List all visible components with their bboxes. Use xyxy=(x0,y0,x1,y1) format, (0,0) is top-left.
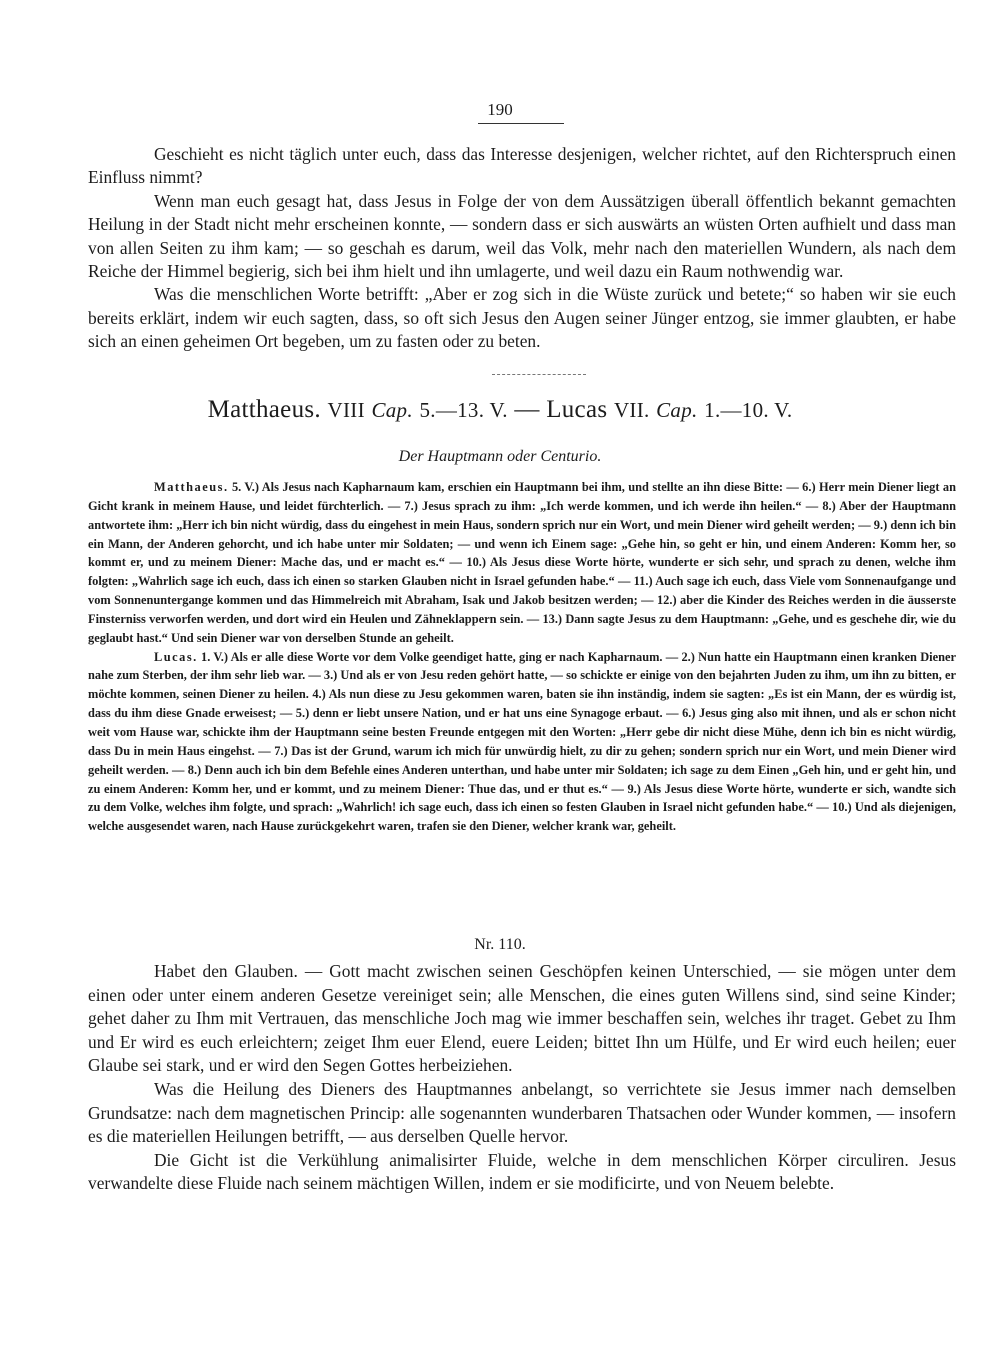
number-label: Nr. 110. xyxy=(474,936,526,953)
commentary-paragraph: Die Gicht ist die Verkühlung animalisirter Fluide, welche in dem menschlichen Körper circuliren. Jesus verwandelte diese Fluide nach seinem mächtigen Willen, indem er sie modificirte, und von Neuem belebte. xyxy=(88,1149,956,1194)
intro-paragraph: Wenn man euch gesagt hat, dass Jesus in Folge der von dem Aussätzigen überall öffentlich bekannt gemachten Heilung in der Stadt nicht mehr erscheinen konnte, — sondern dass er sich auswärts an wüsten Orten aufhielt und dass man von allen Seiten zu ihm kam; — so geschah es darum, weil das Volk, mehr nach den materiellen Wundern, als nach dem Reiche der Himmel begierig, sich bei ihm hielt und ihn umlagerte, und weil dazu ein Raum nothwendig war. xyxy=(88,190,956,282)
section-separator xyxy=(492,374,586,375)
intro-paragraph: Was die menschlichen Worte betrifft: „Aber er zog sich in die Wüste zurück und betete;“ so haben wir sie euch bereits erklärt, indem wir euch sagten, dass, so oft sich Jesus den Augen seiner Jünger entzog, sie immer glaubten, er habe sich an einen geheimen Ort begeben, um zu fasten oder zu beten. xyxy=(88,284,956,352)
commentary-text xyxy=(88,960,956,1196)
heading-lucas-chapter: VII. xyxy=(613,398,650,422)
scripture-matthaeus-text: 5. V.) Als Jesus nach Kapharnaum kam, erschien ein Hauptmann bei ihm, und stellte an ihn diese Bitte: — 6.) Herr mein Diener liegt an Gicht krank in meinem Hause, und leidet fürchterlich. — 7.) Jesus sprach zu ihm: „Ich werde kommen, und ich werde ihn heilen.“ — 8.) Aber der Hauptmann antwortete ihm: „Herr ich bin nicht würdig, dass du eingehest in mein Haus, sondern sprich nur ein Wort, und mein Diener wird geheilt werden; — 9.) denn ich bin ein Mann, der Anderen gehorcht, und ich habe unter mir Soldaten; — und wenn ich Einem sage: „Gehe hin, so geht er hin, und einem Anderen: Komm her, so kommt er, und zu meinem Diener: Mache das, und er macht es.“ — 10.) Als Jesus diese Worte hörte, wunderte er sich sehr, und sprach zu denen, welche ihm folgten: „Wahrlich sage ich euch, dass ich einen so starken Glauben nicht in Israel gefunden habe.“ — 11.) Auch sage ich euch, dass Viele vom Sonnenaufgange und vom Sonnenuntergange kommen und das Himmelreich mit Abraham, Isak und Jakob besitzen werden; — 12.) aber die Kinder des Reiches werden in die äusserste Finsterniss verworfen werden, und dort wird ein Heulen und Zähneklappern sein. — 13.) Dann sagte Jesus zu dem Hauptmann: „Gehe, und es geschehe dir, wie du geglaubt hast.“ Und sein Diener war von derselben Stunde an geheilt. xyxy=(88,480,956,645)
heading-range-2: 1.—10. V. xyxy=(704,398,793,422)
commentary-paragraph: Was die Heilung des Dieners des Hauptmannes anbelangt, so verrichtete sie Jesus immer nach demselben Grundsatze: nach dem magnetischen Princip: alle sogenannten wunderbaren Thatsachen oder Wunder kommen, — insofern es die materiellen Heilungen betrifft, — aus derselben Quelle hervor. xyxy=(88,1078,956,1147)
heading-matthaeus-chapter: VIII xyxy=(327,398,365,422)
heading-matthaeus: Matthaeus. xyxy=(207,396,321,423)
heading-dash: — xyxy=(514,396,540,423)
heading-cap-2: Cap. xyxy=(656,398,698,422)
intro-paragraph: Geschieht es nicht täglich unter euch, dass das Interesse desjenigen, welcher richtet, auf den Richterspruch einen Einfluss nimmt? xyxy=(88,144,956,188)
section-subheading: Der Hauptmann oder Centurio. xyxy=(398,448,602,465)
scripture-text xyxy=(88,478,956,836)
heading-range-1: 5.—13. V. xyxy=(419,398,508,422)
scripture-lucas xyxy=(88,648,956,836)
page-number: 190 xyxy=(487,100,513,119)
scripture-matthaeus xyxy=(88,478,956,648)
scripture-lucas-text: 1. V.) Als er alle diese Worte vor dem Volke geendiget hatte, ging er nach Kapharnaum. — 2.) Nun hatte ein Hauptmann einen kranken Diener nahe zum Sterben, der ihm sehr lieb war. — 3.) Und als er von Jesu reden gehört hatte, — so schickte er einige von den bejahrten Juden zu ihm, um ihn zu bitten, er möchte kommen, seinen Diener zu heilen. 4.) Als nun diese zu Jesu gekommen waren, baten sie ihn inständig, indem sie sagten: „Es ist ein Mann, der es würdig ist, dass du ihm diese Gnade erweisest; — 5.) denn er liebt unsere Nation, und er hat uns eine Synagoge erbaut. — 6.) Jesus ging also mit ihnen, und als er schon nicht weit vom Hause war, schickte ihm der Hauptmann seine besten Freunde entgegen mit den Worten: „Herr gebe dir nicht diese Mühe, denn ich bin es nicht würdig, dass Du in mein Haus eingehst. — 7.) Das ist der Grund, warum ich mich für unwürdig hielt, zu dir zu gehen; sondern sprich nur ein Wort, und mein Diener wird geheilt werden. — 8.) Denn auch ich bin dem Befehle eines Anderen unterthan, und habe unter mir Soldaten; ich sage zu dem Einen „Geh hin, und er geht hin, und zu einem Anderen: Komm her, und er kommt, und zu meinem Diener: Thue das, und er thut es.“ — 9.) Als Jesus diese Worte hörte, wunderte er sich, wandte sich zu dem Volke, welches ihm folgte, und sprach: „Wahrlich! ich sage euch, dass ich einen so festen Glauben in Israel nicht gefunden habe.“ — 10.) Und als diejenigen, welche ausgesendet waren, nach Hause zurückgekehrt waren, trafen sie den Diener, welcher krank war, geheilt. xyxy=(88,649,956,834)
section-heading xyxy=(0,396,1000,424)
commentary-paragraph: Habet den Glauben. — Gott macht zwischen seinen Geschöpfen keinen Unterschied, — sie mögen unter dem einen oder unter einem anderen Gesetze vereiniget sein; alle Menschen, die eines guten Willens sind, sind seine Kinder; gehet daher zu Ihm mit Vertrauen, das menschliche Joch mag wie immer beschaffen sein, welches ihr traget. Gebet zu Ihm und Er wird es euch erleichtern; zeiget Ihm euer Elend, euere Leiden; bittet Ihn um Hülfe, und Er wird euch heilen; euer Glaube sei stark, und er wird den Segen Gottes herbeiziehen. xyxy=(88,961,956,1076)
scripture-lucas-label: Lucas. xyxy=(154,649,198,664)
heading-cap-1: Cap. xyxy=(371,398,413,422)
scripture-matthaeus-label: Matthaeus. xyxy=(154,480,229,494)
page-number-rule xyxy=(478,123,564,124)
intro-text xyxy=(88,143,956,354)
heading-lucas: Lucas xyxy=(546,396,608,423)
